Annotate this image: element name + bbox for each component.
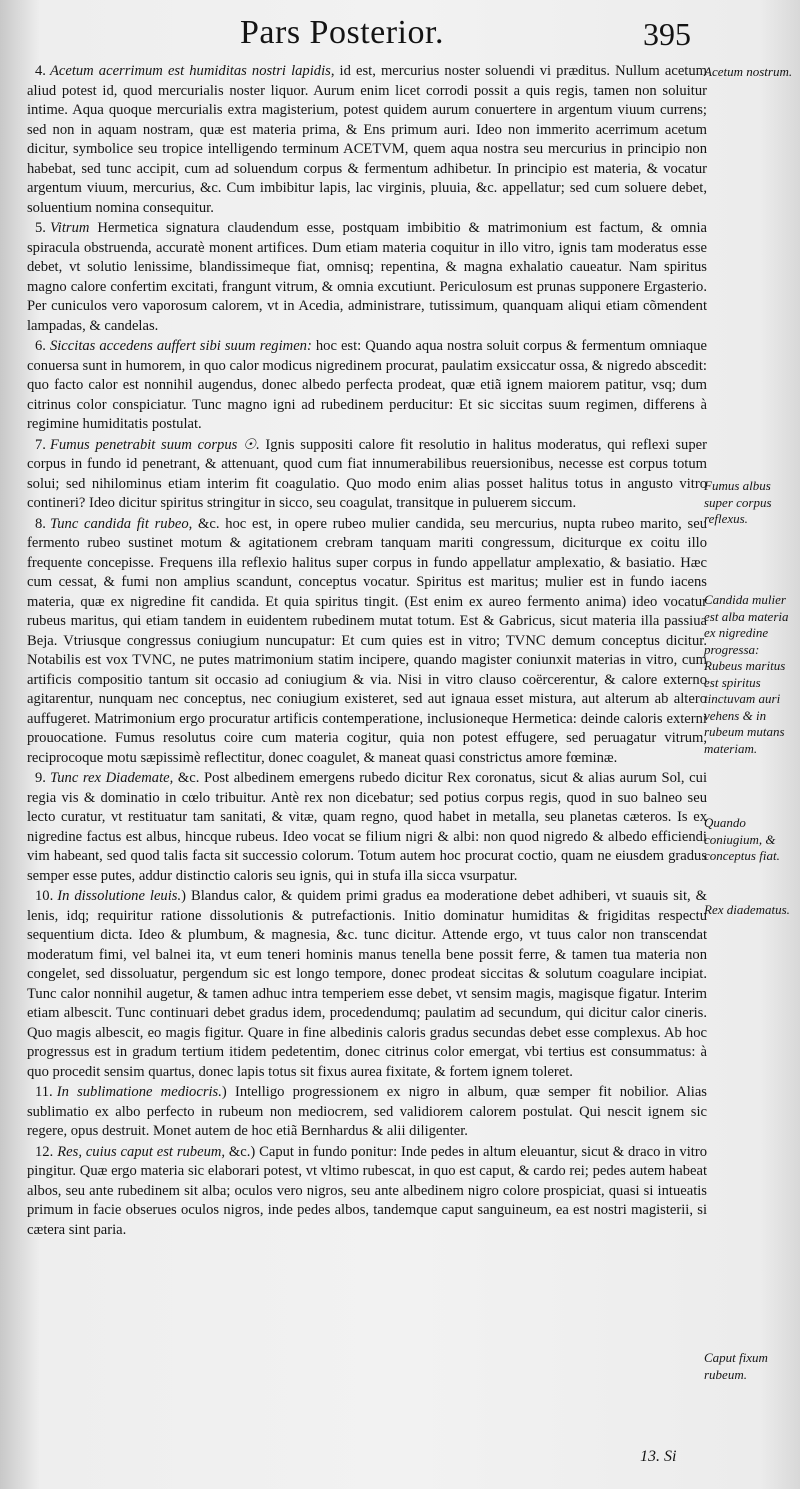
paragraph-5 (27, 219, 707, 336)
paragraph-7 (27, 436, 707, 514)
margin-note-candida: Candida mulier est alba materia ex nigredine progressa: Rubeus maritus est spiritus tinctuvam auri vehens & in rubeum mutans materiam. (704, 592, 789, 756)
paragraph-text: hoc est: Quando aqua nostra soluit corpus & fermentum omniaque conuersa sunt in humorem, in quo calor modicus nigredinem procurat, paulatim exsiccatur ossa, & nigredo abscedit: quo facto calor est nonnihil augendus, donec albedo perfecta prodeat, quæ etiã ignem maiorem patitur, vsq; dum citrinus color conspiciatur. Tunc magno igni ad rubedinem perducitur: Et sic siccitas suum regimen, differens à regimine humiditatis postulat. (27, 338, 707, 432)
paragraph-4 (27, 62, 707, 218)
paragraph-text: &c. hoc est, in opere rubeo mulier candida, seu mercurius, nupta rubeo marito, seu fermento rubeo sustinet motum & agitationem crebram tanquam mariti congressum, diciturque ex coitu illo frequente concepisse. Frequens illa reflexio halitus super corpus in fundo appellatur amplexatio, & basiatio. Hæc cum cessat, & fumi non amplius scandunt, conceptus vocatur. Spiritus est maritus; mulier est in fundo iacens materia, quæ ex nigredine fit candida. Et quia spiritus tingit. (Est enim ex aureo fermento anima) ideo vocatur rubeus maritus, qui etiam tandem in euidentem rubedinem mutat totum. Est & Gabricus, sicut materia illa passiua Beja. Vtriusque congressus coniugium nuncupatur: Et cum quies est in vitro; TVNC demum conceptus dicitur. Notabilis est vox TVNC, ne putes matrimonium statim incipere, quando magister coniunxit materias in vitro, cum artificis compositio tantum sit occasio ad coniugium & via. Nisi in vitro clauso coërcerentur, & calore externo agitarentur, nunquam nec conceptus, nec coniugium existeret, sed aut ignaua esset mistura, aut alterum ab altero auffugeret. Matrimonium ergo procuratur artificis contemperatione, inclusioneque Hermetica: deinde caloris externi prouocatione. Fumus resolutus coire cum materia cogitur, quia non potest effugere, sed peruagatur vitrum, reciprocoque motu sæpissimè reflectitur, donec coagulet, & maneat quasi constrictus amore fœminæ. (27, 515, 707, 766)
paragraph-text: &c.) Caput in fundo ponitur: Inde pedes in altum eleuantur, sicut & draco in vitro pingitur. Quæ ergo materia sic elaborari potest, vt vltimo rubescat, in quo est caput, & cardo rei; pedes autem habeat albos, seu ante rubedinem sit alba; oculos vero nigros, seu ante albedinem nigro colore prospiciat, quasi si intueatis primum in facie obserues oculos nigros, inde pedes albos, tandemque caput sanguineum, ea est nostri magisterii, si cætera sint paria. (27, 1143, 707, 1238)
paragraph-number: 10. (35, 888, 54, 904)
paragraph-text: ) Intelligo progressionem ex nigro in album, quæ semper fit nobilior. Alias sublimatio ex albo perfecto in rubeum non mediocrem, sed validiorem calorem postulat. Qui nescit ignem sic regere, opus destruit. Monet autem de hoc etiã Bernhardus & alii diligenter. (27, 1084, 707, 1139)
paragraph-lead: Vitrum (49, 220, 90, 236)
paragraph-11 (27, 1083, 707, 1142)
paragraph-lead: Acetum acerrimum est humiditas nostri lapidis (49, 63, 331, 79)
paragraph-lead: Tunc candida fit rubeo, (49, 515, 193, 532)
paragraph-lead: In dissolutione leuis. (57, 888, 182, 904)
paragraph-number: 4. (35, 63, 46, 79)
margin-note-acetum: Acetum nostrum. (704, 64, 793, 79)
paragraph-number: 11. (35, 1084, 53, 1100)
paragraph-lead: Fumus penetrabit suum corpus ☉. (49, 436, 260, 453)
paragraph-number: 8. (35, 515, 46, 532)
paragraph-lead: Tunc rex Diademate, (49, 770, 174, 786)
paragraph-lead: Res, cuius caput est rubeum, (57, 1143, 226, 1160)
paragraph-lead: In sublimatione mediocris. (56, 1084, 222, 1100)
paragraph-number: 6. (35, 338, 46, 354)
paragraph-lead: Siccitas accedens auffert sibi suum regimen: (49, 338, 312, 354)
paragraph-8 (27, 515, 707, 769)
margin-note-rex: Rex diadematus. (704, 902, 790, 917)
page-header (0, 14, 800, 56)
paragraph-number: 5. (35, 220, 46, 236)
page-number: 395 (643, 16, 691, 52)
margin-note-fumus: Fumus albus super corpus reflexus. (704, 478, 772, 526)
running-title: Pars Posterior. (240, 14, 444, 51)
margin-note-coniugium: Quando coniugium, & conceptus fiat. (704, 815, 780, 863)
paragraph-text: , id est, mercurius noster soluendi vi præditus. Nullum acetum aliud potest id, quod mercurialis noster liquor. Aurum enim licet corrodi possit a quis regis, tamen non soluitur intime. Aqua quoque mercurialis extra magisterium, potest quidem aurum conuertere in argentum viuum currens; sed non in aquam nostram, quæ est materia prima, & Ens primum auri. Ideo non immerito acerrimum acetum dicitur, symbolice seu tropice intelligendo terminum ACETVM, quem aqua nostra seu mercurius in principio non habebat, sed tunc accipit, cum ad soluendum corpus & fermentum adhibetur. In principio est materia, & vocatur argentum viuum, mercurius, &c. Cum imbibitur lapis, lac virginis, pluuia, &c. appellatur; sed cum soluere debet, soluentium nomina consequitur. (27, 63, 707, 216)
paragraph-text: &c. Post albedinem emergens rubedo dicitur Rex coronatus, sicut & alias aurum Sol, cui regia vis & dominatio in cœlo tribuitur. Antè rex non dicebatur; sed potius corpus regis, quod in suo balneo seu lecto curatur, vt restituatur tam sanitati, & vitæ, quam regno, quod habet in metalla, seu planetas cæteros. Is ex nigredine factus est albus, hincque rubeus. Ideo vocat se filium nigri & albi: non quod nigredo & albedo efficiendi vim habeant, sed quod talis facta sit successio colorum. Totum autem hoc procurat coctio, quam ne eiusdem gradus semper esse putes, addur distinctio caloris seu ignis, qui in stufa illa sicca vsurpatur. (27, 770, 707, 884)
paragraph-number: 12. (35, 1143, 54, 1160)
paragraph-number: 7. (35, 436, 46, 453)
paragraph-number: 9. (35, 770, 46, 786)
paragraph-12 (27, 1143, 707, 1241)
paragraph-text: ) Blandus calor, & quidem primi gradus ea moderatione debet adhiberi, vt suauis sit, & lenis, idq; requiritur ratione dissolutionis & putrefactionis. Initio dominatur humiditas & frigiditas respectu sequentium dicta. Ideo & plumbum, & magnesia, &c. tunc dicitur. Attende ergo, vt tuus calor non transcendat moderatum fimi, vel balnei ita, vt eum teneri hominis manus tenella bene possit ferre, & tamen tua materia non congelet, sed dissoluatur, pergendum sic est longo tempore, donec prodeat siccitas & solutum coagulare incipiat. Tunc calor nonnihil augetur, & tamen adhuc intra temperiem esse debet, vt sensim magis, magisque figatur. Interim etiam albescit. Tunc continuari debet gradus idem, procedendumq; paulatim ad secundum, qui dicitur calor cineris. Quo magis albescit, eo magis figitur. Quare in fine albedinis caloris gradus secundas debet esse complexus. Ab hoc progressus est in gradum tertium itidem pedetentim, donec citrinus color emergat, vbi tertius est consummatus: à quo procedit sensim quartus, donec lapis totus sit fixus aurea fixitate, & fortem ignem toleret. (27, 888, 707, 1080)
paragraph-6 (27, 337, 707, 435)
catchword: 13. Si (640, 1448, 677, 1465)
paragraph-text: Ignis suppositi calore fit resolutio in halitus moderatus, qui reflexi super corpus in fundo id penetrant, & attenuant, quod cum fiat innumerabilibus reuersionibus, necesse est corpus totum solui; sed nihilominus etiam interim fit coagulatio. Quo modo enim alias posset halitus totus in angusto vitro contineri? Ideo dicitur spiritus stringitur in sicco, seu coagulat, transitque in puluerem siccum. (27, 436, 707, 511)
margin-note-caput: Caput fixum rubeum. (704, 1350, 768, 1382)
paragraph-9 (27, 769, 707, 886)
paragraph-text: Hermetica signatura claudendum esse, postquam imbibitio & matrimonium est factum, & omnia spiracula obstruenda, accuratè monent artifices. Dum etiam materia coquitur in illo vitro, ignis tam moderatus esse debet, vt solutio lenissime, blandissimeque fiat, omnisq; repentina, & magna exhalatio caueatur. Nam spiritus magno calore confertim excitati, frangunt vitrum, & omnia excutiunt. Periculosum est prunas supponere Ergasterio. Per cuniculos vero vaporosum calorem, vt in Acedia, administrare, tutissimum, quanquam aliqui etiam cõmendent lampadas, & candelas. (27, 220, 707, 334)
body-text (27, 62, 707, 1241)
paragraph-10 (27, 887, 707, 1082)
